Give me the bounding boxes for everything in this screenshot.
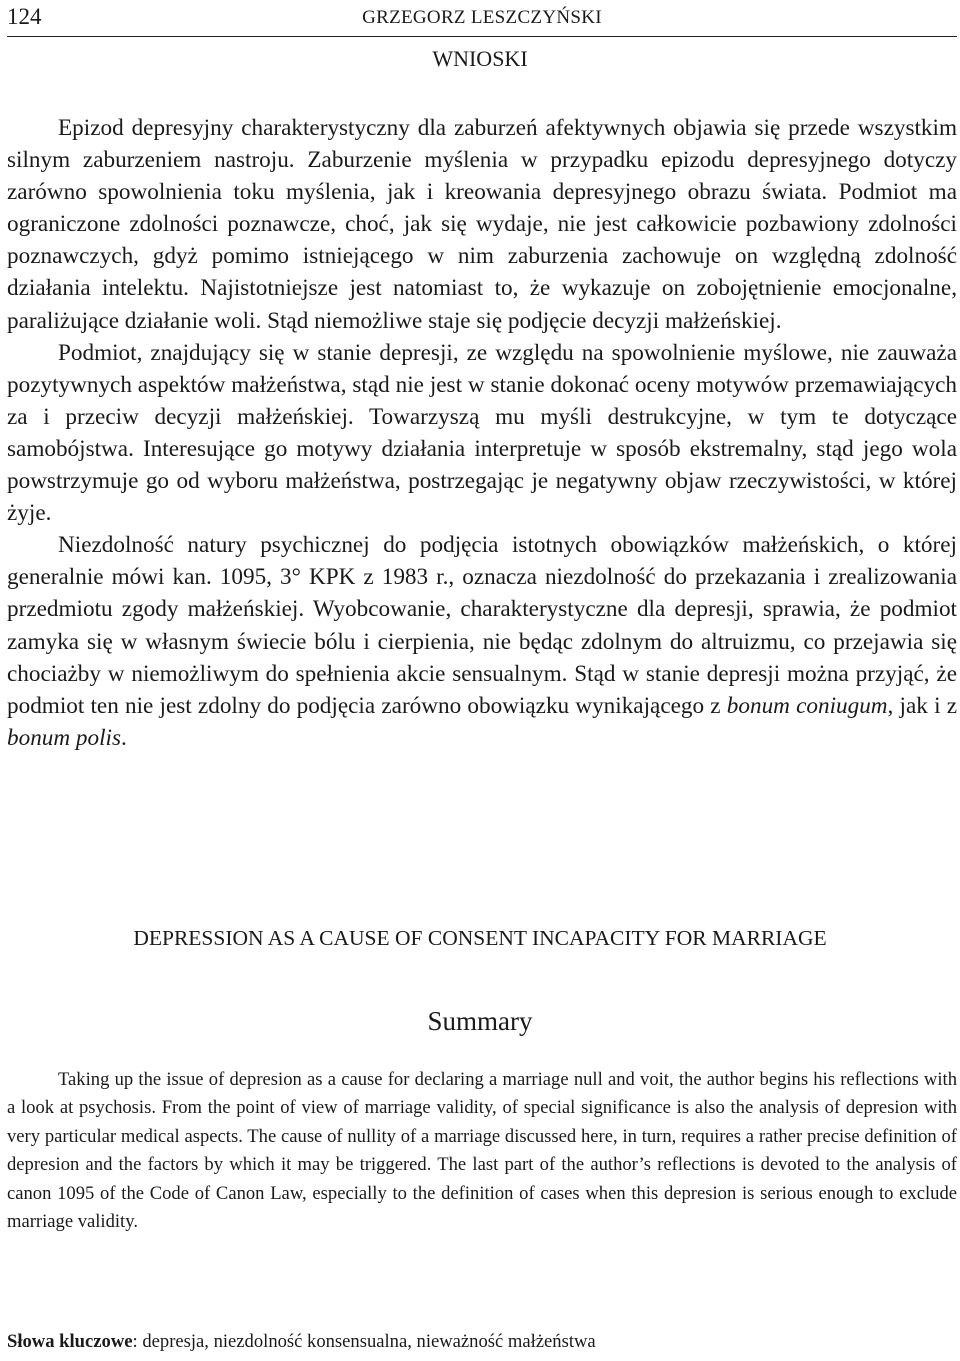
keywords-label: Słowa kluczowe xyxy=(7,1331,133,1352)
body-text xyxy=(7,112,957,754)
summary-abstract xyxy=(7,1066,957,1236)
paragraph-3-text: Niezdolność natury psychicznej do podjęcia istotnych obowiązków małżeńskich, o której generalnie mówi kan. 1095, 3° KPK z 1983 r., oznacza niezdolność do przekazania i zrealizowania przedmiotu zgody małżeńskiej. Wyobcowanie, charakterystyczne dla depresji, sprawia, że podmiot zamyka się w własnym świecie bólu i cierpienia, nie będąc zdolnym do altruizmu, co przejawia się chociażby w niemożliwym do spełnienia akcie sensualnym. Stąd w stanie depresji można przyjąć, że podmiot ten nie jest zdolny do podjęcia zarówno obowiązku wynikającego z xyxy=(7,532,957,719)
summary-heading: Summary xyxy=(427,1006,533,1036)
paragraph-3 xyxy=(7,529,957,754)
page-header xyxy=(7,4,957,37)
keywords-line xyxy=(7,1330,957,1354)
section-title: WNIOSKI xyxy=(432,46,528,71)
latin-term-bonum-polis: bonum polis xyxy=(7,724,122,751)
latin-term-bonum-coniugum: bonum coniugum xyxy=(726,692,888,719)
paragraph-2-text: Podmiot, znajdujący się w stanie depresji, ze względu na spowolnienie myślowe, nie zauważa pozytywnych aspektów małżeństwa, stąd nie jest w stanie dokonać oceny motywów przemawiających za i przeciw decyzji małżeńskiej. Towarzyszą mu myśli destrukcyjne, w tym te dotyczące samobójstwa. Interesujące go motywy działania interpretuje w sposób ekstremalny, stąd jego wola powstrzymuje go od wyboru małżeństwa, postrzegając je negatywny objaw rzeczywistości, w której żyje. xyxy=(7,339,957,527)
paragraph-1 xyxy=(7,112,957,337)
summary-paragraph: Taking up the issue of depresion as a cause for declaring a marriage null and voit, the author begins his reflections with a look at psychosis. From the point of view of marriage validity, of special significance is also the analysis of depresion with very particular medical aspects. The cause of nullity of a marriage discussed here, in turn, requires a rather precise definition of depresion and the factors by which it may be triggered. The last part of the author’s reflections is devoted to the analysis of canon 1095 of the Code of Canon Law, especially to the definition of cases when this depresion is serious enough to exclude marriage validity. xyxy=(7,1069,957,1233)
running-head-author: GRZEGORZ LESZCZYŃSKI xyxy=(362,7,602,28)
paragraph-2 xyxy=(7,337,957,530)
paragraph-3-text-2: , jak i z xyxy=(887,692,957,719)
keywords-text: depresja, niezdolność konsensualna, nieważność małżeństwa xyxy=(142,1331,596,1352)
keywords-separator: : xyxy=(132,1331,143,1352)
paragraph-3-text-3: . xyxy=(121,724,127,751)
page-number: 124 xyxy=(7,4,42,29)
paragraph-1-text: Epizod depresyjny charakterystyczny dla zaburzeń afektywnych objawia się przede wszystkim silnym zaburzeniem nastroju. Zaburzenie myślenia w przypadku epizodu depresyjnego dotyczy zarówno spowolnienia toku myślenia, jak i kreowania depresyjnego obrazu świata. Podmiot ma ograniczone zdolności poznawcze, choć, jak się wydaje, nie jest całkowicie pozbawiony zdolności poznawczych, gdyż pomimo istniejącego w nim zaburzenia zachowuje on względną zdolność działania intelektu. Najistotniejsze jest natomiast to, że wykazuje on zobojętnienie emocjonalne, paraliżujące działanie woli. Stąd niemożliwe staje się podjęcie decyzji małżeńskiej. xyxy=(7,115,957,334)
english-article-title: DEPRESSION AS A CAUSE OF CONSENT INCAPACITY FOR MARRIAGE xyxy=(133,926,827,950)
